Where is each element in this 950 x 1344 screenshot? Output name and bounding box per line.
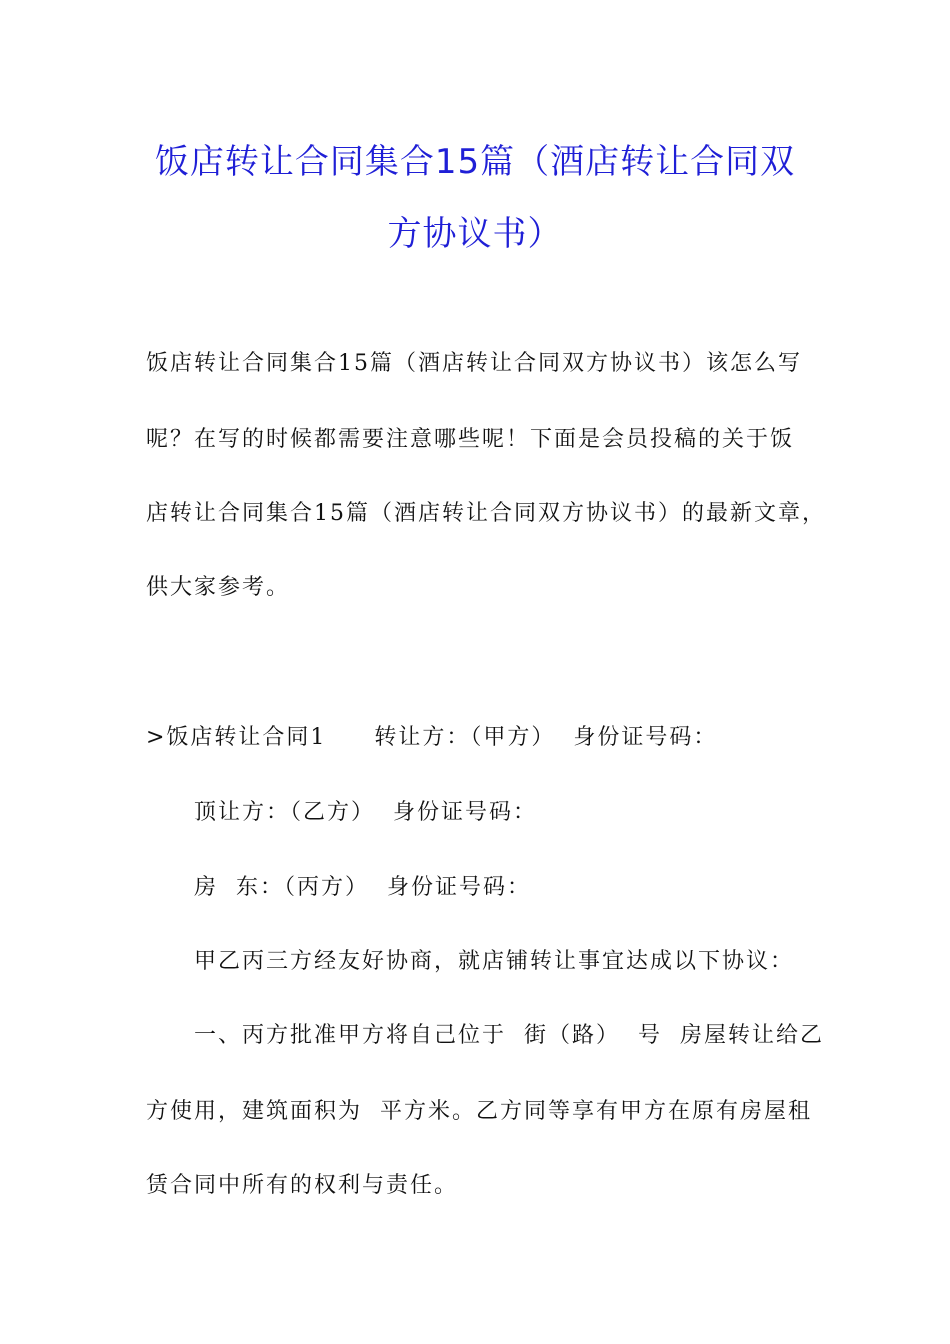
document-title-line-2: 方协议书） <box>387 214 563 254</box>
contract-clause-1-line-2: 方使用，建筑面积为 平方米。乙方同等享有甲方在原有房屋租 <box>146 1099 812 1124</box>
intro-paragraph-line-4: 供大家参考。 <box>146 575 291 600</box>
contract-clause-1-line-1: 一、丙方批准甲方将自己位于 街（路） 号 房屋转让给乙 <box>194 1023 824 1048</box>
intro-paragraph-line-1: 饭店转让合同集合15篇（酒店转让合同双方协议书）该怎么写 <box>146 351 802 376</box>
contract-agreement-intro: 甲乙丙三方经友好协商，就店铺转让事宜达成以下协议： <box>194 949 795 974</box>
intro-paragraph-line-3: 店转让合同集合15篇（酒店转让合同双方协议书）的最新文章， <box>146 501 826 526</box>
contract-heading-line: >饭店转让合同1 转让方：（甲方） 身份证号码： <box>146 725 718 750</box>
contract-party-b: 顶让方：（乙方） 身份证号码： <box>194 800 537 825</box>
contract-clause-1-line-3: 赁合同中所有的权利与责任。 <box>146 1173 459 1198</box>
document-title-line-1: 饭店转让合同集合15篇（酒店转让合同双 <box>154 142 796 182</box>
intro-paragraph-line-2: 呢？在写的时候都需要注意哪些呢！下面是会员投稿的关于饭 <box>146 427 795 452</box>
contract-party-c: 房 东：（丙方） 身份证号码： <box>194 875 531 900</box>
